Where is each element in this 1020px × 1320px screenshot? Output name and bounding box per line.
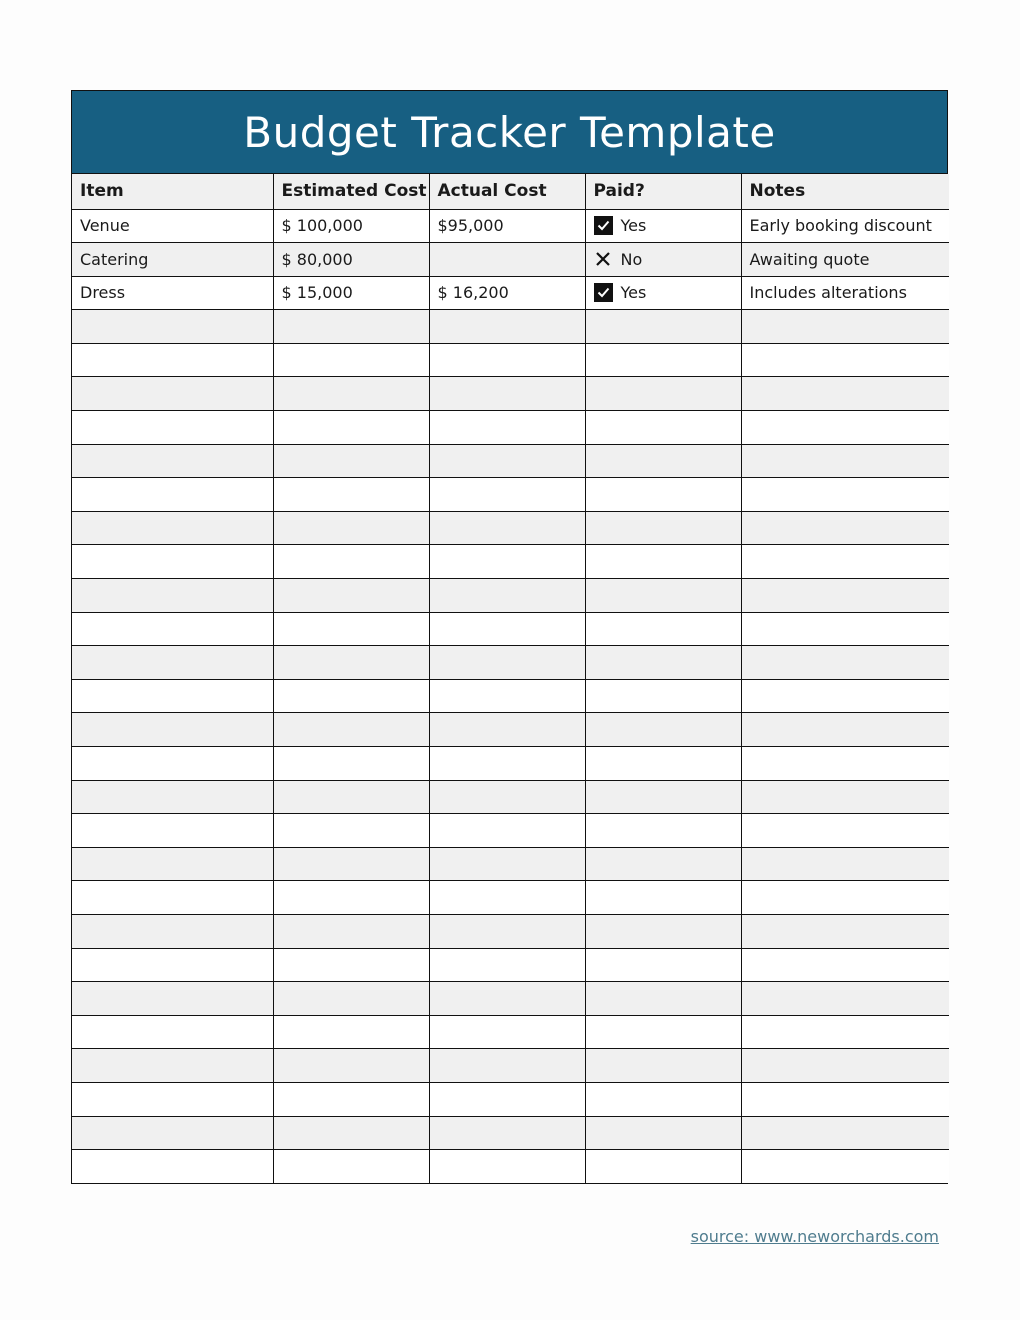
estimated-cost-cell[interactable] bbox=[273, 847, 429, 881]
item-cell[interactable] bbox=[72, 411, 273, 445]
notes-cell[interactable] bbox=[741, 1015, 949, 1049]
item-cell[interactable]: Dress bbox=[72, 276, 273, 310]
notes-cell[interactable]: Includes alterations bbox=[741, 276, 949, 310]
item-cell[interactable] bbox=[72, 646, 273, 680]
empty-table-row bbox=[72, 780, 949, 814]
empty-table-row bbox=[72, 914, 949, 948]
item-cell[interactable] bbox=[72, 545, 273, 579]
item-cell[interactable] bbox=[72, 881, 273, 915]
notes-cell[interactable] bbox=[741, 478, 949, 512]
item-cell[interactable] bbox=[72, 1150, 273, 1184]
estimated-cost-cell[interactable] bbox=[273, 343, 429, 377]
item-cell[interactable] bbox=[72, 679, 273, 713]
empty-table-row bbox=[72, 881, 949, 915]
paid-cell[interactable] bbox=[585, 243, 741, 277]
item-cell[interactable] bbox=[72, 579, 273, 613]
item-cell[interactable] bbox=[72, 747, 273, 781]
actual-cost-cell[interactable]: $95,000 bbox=[429, 209, 585, 243]
paid-cell[interactable] bbox=[585, 713, 741, 747]
actual-cost-cell[interactable] bbox=[429, 545, 585, 579]
item-cell[interactable]: Catering bbox=[72, 243, 273, 277]
actual-cost-cell[interactable]: $ 16,200 bbox=[429, 276, 585, 310]
actual-cost-cell[interactable] bbox=[429, 411, 585, 445]
paid-cell[interactable] bbox=[585, 982, 741, 1016]
paid-cell[interactable] bbox=[585, 545, 741, 579]
paid-cell[interactable] bbox=[585, 579, 741, 613]
actual-cost-cell[interactable] bbox=[429, 780, 585, 814]
item-cell[interactable] bbox=[72, 982, 273, 1016]
paid-cell[interactable] bbox=[585, 612, 741, 646]
paid-cell[interactable] bbox=[585, 1049, 741, 1083]
paid-status: Yes bbox=[620, 216, 647, 236]
table-row bbox=[72, 243, 949, 277]
empty-table-row bbox=[72, 612, 949, 646]
actual-cost-cell[interactable] bbox=[429, 511, 585, 545]
notes-cell[interactable] bbox=[741, 679, 949, 713]
notes-cell[interactable] bbox=[741, 713, 949, 747]
actual-cost-cell[interactable] bbox=[429, 914, 585, 948]
estimated-cost-cell[interactable] bbox=[273, 511, 429, 545]
notes-cell[interactable]: Early booking discount bbox=[741, 209, 949, 243]
estimated-cost-cell[interactable] bbox=[273, 310, 429, 344]
paid-cell[interactable] bbox=[585, 948, 741, 982]
paid-cell[interactable] bbox=[585, 411, 741, 445]
actual-cost-cell[interactable] bbox=[429, 243, 585, 277]
notes-cell[interactable] bbox=[741, 780, 949, 814]
paid-cell[interactable] bbox=[585, 914, 741, 948]
actual-cost-cell[interactable] bbox=[429, 1116, 585, 1150]
paid-cell[interactable] bbox=[585, 276, 741, 310]
actual-cost-cell[interactable] bbox=[429, 343, 585, 377]
actual-cost-cell[interactable] bbox=[429, 444, 585, 478]
estimated-cost-cell[interactable] bbox=[273, 1015, 429, 1049]
empty-table-row bbox=[72, 1049, 949, 1083]
paid-cell[interactable] bbox=[585, 310, 741, 344]
item-cell[interactable] bbox=[72, 511, 273, 545]
estimated-cost-cell[interactable] bbox=[273, 612, 429, 646]
estimated-cost-cell[interactable] bbox=[273, 713, 429, 747]
column-header-estimated-cost: Estimated Cost bbox=[273, 174, 429, 209]
empty-table-row bbox=[72, 579, 949, 613]
notes-cell[interactable] bbox=[741, 310, 949, 344]
empty-table-row bbox=[72, 1150, 949, 1184]
estimated-cost-cell[interactable] bbox=[273, 747, 429, 781]
paid-cell[interactable] bbox=[585, 814, 741, 848]
estimated-cost-cell[interactable] bbox=[273, 1082, 429, 1116]
empty-table-row bbox=[72, 310, 949, 344]
empty-table-row bbox=[72, 545, 949, 579]
estimated-cost-cell[interactable] bbox=[273, 545, 429, 579]
header-row bbox=[72, 174, 949, 209]
estimated-cost-cell[interactable] bbox=[273, 948, 429, 982]
paid-cell[interactable] bbox=[585, 377, 741, 411]
item-cell[interactable] bbox=[72, 914, 273, 948]
notes-cell[interactable] bbox=[741, 377, 949, 411]
notes-cell[interactable] bbox=[741, 612, 949, 646]
paid-cell[interactable] bbox=[585, 478, 741, 512]
estimated-cost-cell[interactable] bbox=[273, 1116, 429, 1150]
paid-cell[interactable] bbox=[585, 847, 741, 881]
notes-cell[interactable] bbox=[741, 747, 949, 781]
column-header-paid: Paid? bbox=[585, 174, 741, 209]
estimated-cost-cell[interactable] bbox=[273, 411, 429, 445]
item-cell[interactable] bbox=[72, 310, 273, 344]
notes-cell[interactable] bbox=[741, 881, 949, 915]
actual-cost-cell[interactable] bbox=[429, 377, 585, 411]
actual-cost-cell[interactable] bbox=[429, 982, 585, 1016]
notes-cell[interactable] bbox=[741, 948, 949, 982]
empty-table-row bbox=[72, 982, 949, 1016]
paid-cell[interactable] bbox=[585, 747, 741, 781]
notes-cell[interactable] bbox=[741, 545, 949, 579]
item-cell[interactable] bbox=[72, 948, 273, 982]
empty-table-row bbox=[72, 948, 949, 982]
item-cell[interactable] bbox=[72, 444, 273, 478]
estimated-cost-cell[interactable]: $ 15,000 bbox=[273, 276, 429, 310]
notes-cell[interactable] bbox=[741, 411, 949, 445]
estimated-cost-cell[interactable]: $ 80,000 bbox=[273, 243, 429, 277]
page-title: Budget Tracker Template bbox=[72, 91, 947, 174]
estimated-cost-cell[interactable] bbox=[273, 444, 429, 478]
paid-cell[interactable] bbox=[585, 1082, 741, 1116]
actual-cost-cell[interactable] bbox=[429, 814, 585, 848]
item-cell[interactable] bbox=[72, 1049, 273, 1083]
estimated-cost-cell[interactable] bbox=[273, 814, 429, 848]
notes-cell[interactable] bbox=[741, 847, 949, 881]
notes-cell[interactable] bbox=[741, 982, 949, 1016]
paid-cell[interactable] bbox=[585, 679, 741, 713]
paid-cell[interactable] bbox=[585, 1150, 741, 1184]
paid-cell[interactable] bbox=[585, 444, 741, 478]
empty-table-row bbox=[72, 478, 949, 512]
item-cell[interactable] bbox=[72, 847, 273, 881]
estimated-cost-cell[interactable] bbox=[273, 679, 429, 713]
actual-cost-cell[interactable] bbox=[429, 881, 585, 915]
paid-cell[interactable] bbox=[585, 881, 741, 915]
notes-cell[interactable] bbox=[741, 511, 949, 545]
estimated-cost-cell[interactable] bbox=[273, 377, 429, 411]
item-cell[interactable] bbox=[72, 478, 273, 512]
empty-table-row bbox=[72, 814, 949, 848]
table-row bbox=[72, 209, 949, 243]
paid-cell[interactable] bbox=[585, 343, 741, 377]
estimated-cost-cell[interactable] bbox=[273, 646, 429, 680]
actual-cost-cell[interactable] bbox=[429, 310, 585, 344]
empty-table-row bbox=[72, 747, 949, 781]
source-link[interactable]: source: www.neworchards.com bbox=[690, 1227, 939, 1246]
actual-cost-cell[interactable] bbox=[429, 579, 585, 613]
notes-cell[interactable] bbox=[741, 444, 949, 478]
empty-table-row bbox=[72, 713, 949, 747]
estimated-cost-cell[interactable] bbox=[273, 780, 429, 814]
estimated-cost-cell[interactable] bbox=[273, 478, 429, 512]
empty-table-row bbox=[72, 1116, 949, 1150]
paid-cell[interactable] bbox=[585, 1116, 741, 1150]
actual-cost-cell[interactable] bbox=[429, 1049, 585, 1083]
paid-cell[interactable] bbox=[585, 780, 741, 814]
empty-table-row bbox=[72, 1082, 949, 1116]
paid-status: Yes bbox=[620, 283, 647, 303]
column-header-notes: Notes bbox=[741, 174, 949, 209]
estimated-cost-cell[interactable] bbox=[273, 881, 429, 915]
checkbox-checked-icon[interactable] bbox=[594, 216, 613, 235]
budget-table bbox=[72, 174, 949, 1183]
actual-cost-cell[interactable] bbox=[429, 747, 585, 781]
empty-table-row bbox=[72, 511, 949, 545]
actual-cost-cell[interactable] bbox=[429, 478, 585, 512]
empty-table-row bbox=[72, 646, 949, 680]
actual-cost-cell[interactable] bbox=[429, 847, 585, 881]
empty-table-row bbox=[72, 847, 949, 881]
actual-cost-cell[interactable] bbox=[429, 679, 585, 713]
item-cell[interactable]: Venue bbox=[72, 209, 273, 243]
empty-table-row bbox=[72, 377, 949, 411]
actual-cost-cell[interactable] bbox=[429, 612, 585, 646]
notes-cell[interactable] bbox=[741, 1116, 949, 1150]
empty-table-row bbox=[72, 411, 949, 445]
item-cell[interactable] bbox=[72, 377, 273, 411]
notes-cell[interactable] bbox=[741, 1049, 949, 1083]
actual-cost-cell[interactable] bbox=[429, 713, 585, 747]
paid-cell[interactable] bbox=[585, 646, 741, 680]
item-cell[interactable] bbox=[72, 1082, 273, 1116]
column-header-actual-cost: Actual Cost bbox=[429, 174, 585, 209]
item-cell[interactable] bbox=[72, 343, 273, 377]
estimated-cost-cell[interactable] bbox=[273, 579, 429, 613]
notes-cell[interactable] bbox=[741, 814, 949, 848]
item-cell[interactable] bbox=[72, 780, 273, 814]
actual-cost-cell[interactable] bbox=[429, 1015, 585, 1049]
estimated-cost-cell[interactable] bbox=[273, 914, 429, 948]
actual-cost-cell[interactable] bbox=[429, 646, 585, 680]
table-row bbox=[72, 276, 949, 310]
empty-table-row bbox=[72, 1015, 949, 1049]
empty-table-row bbox=[72, 679, 949, 713]
estimated-cost-cell[interactable] bbox=[273, 1150, 429, 1184]
x-icon[interactable] bbox=[594, 250, 613, 269]
notes-cell[interactable] bbox=[741, 343, 949, 377]
empty-table-row bbox=[72, 343, 949, 377]
item-cell[interactable] bbox=[72, 713, 273, 747]
notes-cell[interactable] bbox=[741, 579, 949, 613]
actual-cost-cell[interactable] bbox=[429, 948, 585, 982]
paid-cell[interactable] bbox=[585, 511, 741, 545]
estimated-cost-cell[interactable] bbox=[273, 982, 429, 1016]
checkbox-checked-icon[interactable] bbox=[594, 283, 613, 302]
column-header-item: Item bbox=[72, 174, 273, 209]
notes-cell[interactable]: Awaiting quote bbox=[741, 243, 949, 277]
actual-cost-cell[interactable] bbox=[429, 1150, 585, 1184]
notes-cell[interactable] bbox=[741, 914, 949, 948]
item-cell[interactable] bbox=[72, 1015, 273, 1049]
paid-cell[interactable] bbox=[585, 209, 741, 243]
estimated-cost-cell[interactable]: $ 100,000 bbox=[273, 209, 429, 243]
estimated-cost-cell[interactable] bbox=[273, 1049, 429, 1083]
paid-cell[interactable] bbox=[585, 1015, 741, 1049]
notes-cell[interactable] bbox=[741, 1150, 949, 1184]
budget-sheet bbox=[71, 90, 948, 1184]
notes-cell[interactable] bbox=[741, 646, 949, 680]
notes-cell[interactable] bbox=[741, 1082, 949, 1116]
empty-table-row bbox=[72, 444, 949, 478]
paid-status: No bbox=[620, 249, 643, 269]
actual-cost-cell[interactable] bbox=[429, 1082, 585, 1116]
item-cell[interactable] bbox=[72, 1116, 273, 1150]
item-cell[interactable] bbox=[72, 612, 273, 646]
item-cell[interactable] bbox=[72, 814, 273, 848]
